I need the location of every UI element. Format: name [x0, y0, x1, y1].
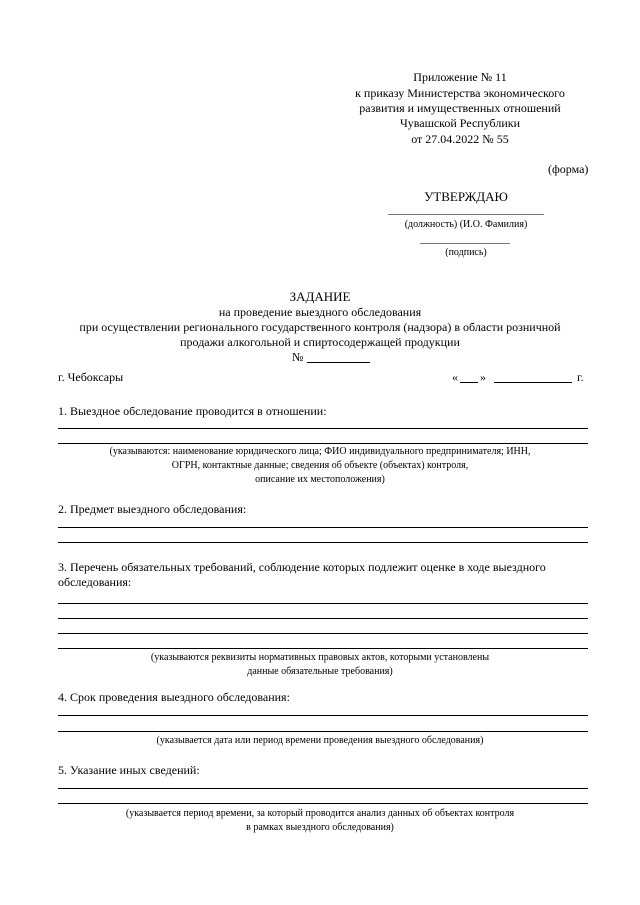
section-1-title: 1. Выездное обследование проводится в отношении: — [58, 404, 327, 418]
appendix-republic: Чувашской Республики — [399, 116, 521, 130]
section-5-title: 5. Указание иных сведений: — [58, 763, 200, 777]
section-3-hint: (указываются реквизиты нормативных правовых актов, которыми установлены — [150, 652, 490, 663]
section-4-line — [58, 731, 588, 732]
section-3-hint: данные обязательные требования) — [247, 666, 393, 677]
section-1-hint: описание их местоположения) — [255, 474, 385, 485]
section-1-hint: (указываются: наименование юридического лица; ФИО индивидуального предпринимателя; ИНН, — [109, 446, 531, 457]
appendix-number: Приложение № 11 — [413, 70, 507, 84]
section-2-line — [58, 527, 588, 528]
section-5-line — [58, 803, 588, 804]
appendix-order-ref: к приказу Министерства экономического — [355, 86, 565, 100]
date-year-suffix: г. — [577, 370, 584, 384]
position-caption: (должность) (И.О. Фамилия) — [404, 219, 528, 230]
task-line-1: на проведение выездного обследования — [218, 305, 422, 319]
section-5-hint: в рамках выездного обследования) — [246, 822, 394, 833]
section-1-line — [58, 443, 588, 444]
section-3-line — [58, 618, 588, 619]
section-5-line — [58, 788, 588, 789]
task-line-2: при осуществлении регионального государственного контроля (надзора) в области розничной — [79, 320, 561, 334]
form-label: (форма) — [548, 162, 589, 176]
task-number-line — [307, 362, 370, 363]
date-day-line — [460, 382, 478, 383]
section-3-line — [58, 603, 588, 604]
section-4-line — [58, 715, 588, 716]
position-line — [388, 214, 544, 215]
section-3-title: обследования: — [58, 575, 132, 589]
section-2-line — [58, 542, 588, 543]
appendix-ministry: развития и имущественных отношений — [359, 101, 561, 115]
section-3-line — [58, 648, 588, 649]
signature-line — [420, 243, 510, 244]
section-4-title: 4. Срок проведения выездного обследования: — [58, 690, 290, 704]
appendix-date: от 27.04.2022 № 55 — [411, 132, 509, 146]
section-3-title: 3. Перечень обязательных требований, соблюдение которых подлежит оценке в ходе выездного — [58, 560, 546, 574]
city: г. Чебоксары — [58, 370, 124, 384]
date-quote-close: » — [480, 370, 486, 384]
section-2-title: 2. Предмет выездного обследования: — [58, 502, 247, 516]
approval-title: УТВЕРЖДАЮ — [424, 189, 508, 204]
section-3-line — [58, 633, 588, 634]
section-5-hint: (указывается период времени, за который проводится анализ данных об объектах контроля — [125, 808, 515, 819]
date-quote-open: « — [452, 370, 458, 384]
section-4-hint: (указывается дата или период времени проведения выездного обследования) — [156, 735, 484, 746]
task-line-3: продажи алкогольной и спиртосодержащей продукции — [180, 335, 460, 349]
section-1-line — [58, 428, 588, 429]
signature-caption: (подпись) — [445, 247, 487, 258]
task-title: ЗАДАНИЕ — [289, 289, 351, 304]
date-month-line — [494, 382, 572, 383]
section-1-hint: ОГРН, контактные данные; сведения об объекте (объектах) контроля, — [171, 460, 469, 471]
task-number-label: № — [292, 350, 304, 364]
